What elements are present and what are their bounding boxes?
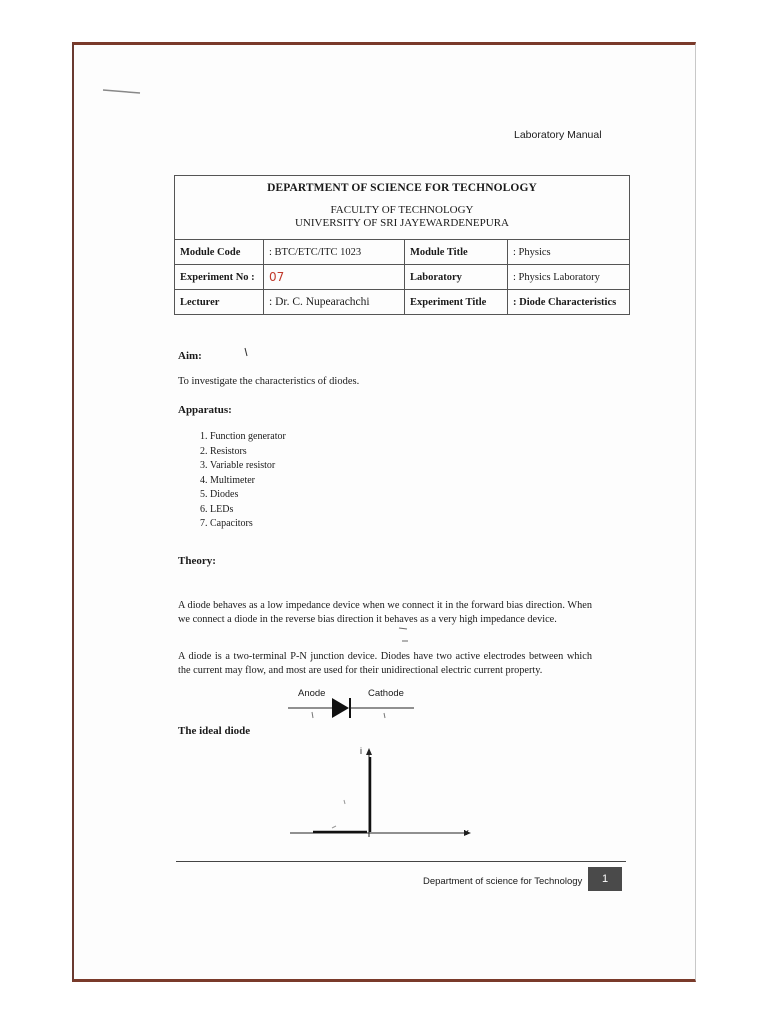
running-header: Laboratory Manual [514,129,602,141]
theory-paragraph-1: A diode behaves as a low impedance device when we connect it in the forward bias direction. When we connect a diode in the reverse bias direction it behaves as a very high impedance device. [178,600,592,626]
list-item: 3. Variable resistor [210,459,478,474]
y-axis-label: i [360,746,362,756]
apparatus-list [178,430,478,532]
y-axis-arrow-icon [366,748,372,755]
aim-heading: Aim: [178,350,202,362]
lecturer-value: : Dr. C. Nupearachchi [264,290,405,315]
page-number: 1 [588,867,622,891]
table-row [175,265,630,290]
module-title-label: Module Title [405,240,508,265]
experiment-no-value: 07 [269,270,285,284]
module-title-value: : Physics [508,240,630,265]
laboratory-value: : Physics Laboratory [508,265,630,290]
header-cell [175,176,630,240]
lecturer-label: Lecturer [175,290,264,315]
table-row [175,290,630,315]
ideal-diode-heading: The ideal diode [178,725,251,737]
faculty-name: FACULTY OF TECHNOLOGY [330,204,474,216]
diode-symbol-icon [288,695,414,721]
experiment-title-label: Experiment Title [405,290,508,315]
list-item: 1. Function generator [210,430,478,445]
cathode-label: Cathode [368,688,404,699]
x-axis-label: v [464,827,469,837]
department-title: DEPARTMENT OF SCIENCE FOR TECHNOLOGY [267,182,537,194]
table-row [175,240,630,265]
experiment-title-value: : Diode Characteristics [508,290,630,315]
theory-paragraph-2: A diode is a two-terminal P-N junction device. Diodes have two active electrodes between which the current may flow, and most are used for their unidirectional electric current property. [178,651,592,677]
footer-divider [176,861,626,862]
list-item: 2. Resistors [210,445,478,460]
ideal-diode-graph [286,745,476,841]
experiment-no-label: Experiment No : [175,265,264,290]
module-info-table [174,175,630,315]
aim-text: To investigate the characteristics of diodes. [178,376,360,387]
anode-label: Anode [298,688,326,699]
footer-text: Department of science for Technology [423,876,583,887]
apparatus-list-container [178,430,478,532]
laboratory-label: Laboratory [405,265,508,290]
university-name: UNIVERSITY OF SRI JAYEWARDENEPURA [294,217,509,229]
list-item: 5. Diodes [210,488,478,503]
document-page [72,42,696,982]
module-code-label: Module Code [175,240,264,265]
theory-heading: Theory: [178,555,216,567]
module-code-value: : BTC/ETC/ITC 1023 [264,240,405,265]
list-item: 7. Capacitors [210,517,478,532]
list-item: 6. LEDs [210,503,478,518]
apparatus-heading: Apparatus: [178,404,232,416]
list-item: 4. Multimeter [210,474,478,489]
experiment-no-cell [264,265,405,290]
